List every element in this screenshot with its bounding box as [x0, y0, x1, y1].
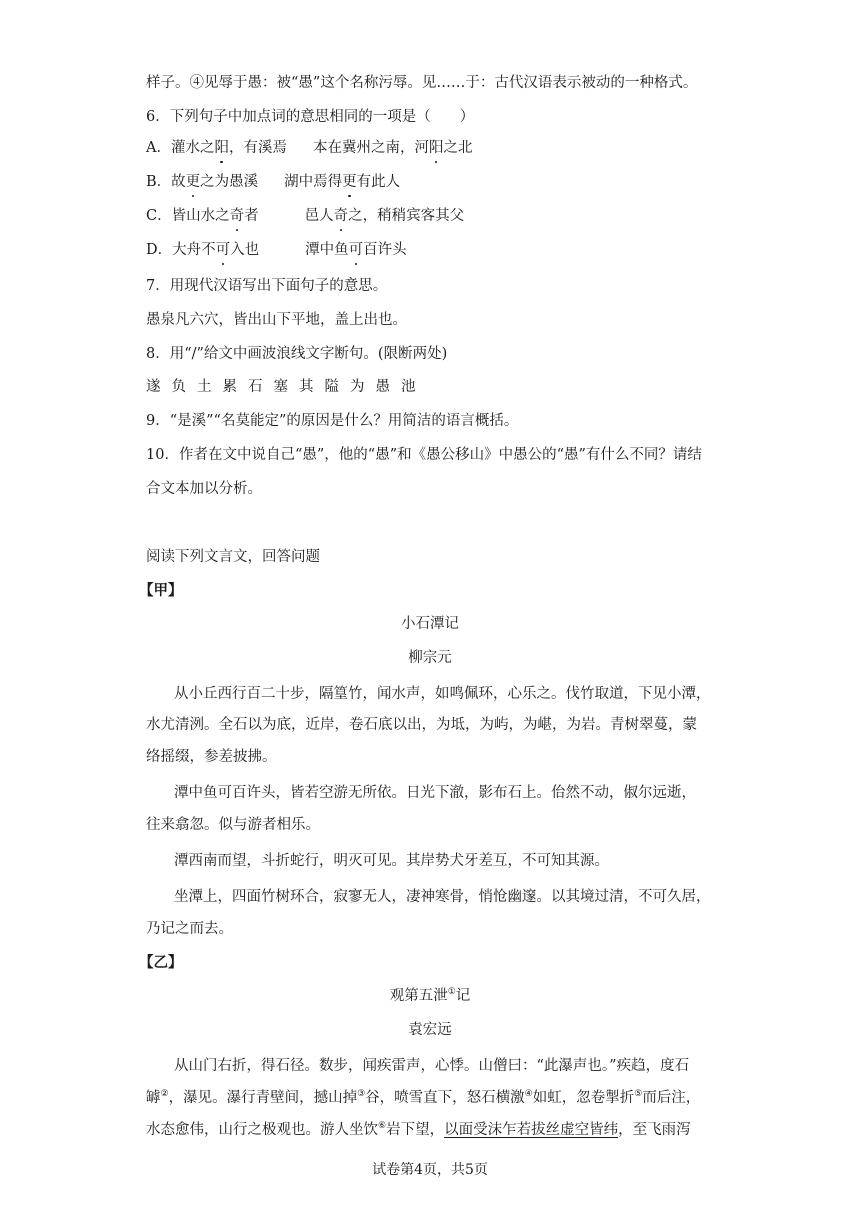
dotted-char: 更: [342, 174, 357, 190]
option-text: 故: [171, 174, 186, 190]
footnote-marker: ③: [357, 1089, 366, 1100]
section-label-yi: 【乙】: [139, 954, 183, 971]
dotted-char: 可: [215, 242, 231, 258]
option-text: 灌水之: [170, 140, 215, 156]
footnote-marker: ⑤: [634, 1089, 643, 1100]
underlined-text: 以面受沫乍若拔丝虚空皆纬: [444, 1122, 619, 1138]
option-text: ，有溪焉: [228, 140, 287, 156]
passage-jia-line: 乃记之而去。: [146, 921, 233, 937]
passage-yi-title: 观第五泄①记: [389, 987, 471, 1004]
option-text: 湖中焉得: [284, 174, 343, 190]
passage-yi-author: 袁宏远: [408, 1022, 452, 1038]
dotted-char: 奇: [229, 208, 245, 224]
dotted-char: 更: [185, 174, 201, 190]
question-8-sentence: 遂负土累石塞其隘为愚池: [146, 379, 427, 395]
option-text: 之北: [443, 140, 473, 156]
reading-instruction: 阅读下列文言文，回答问题: [146, 549, 320, 565]
dotted-char: 可: [348, 242, 364, 258]
dotted-char: 奇: [333, 208, 349, 224]
passage-jia-line: 往来翕忽。似与游者相乐。: [146, 817, 320, 833]
footnote-marker: ①: [447, 987, 456, 998]
page-footer: 试卷第4页，共5页: [372, 1162, 488, 1178]
passage-yi-line: 水态愈伟，山行之极观也。游人坐饮⑥岩下望，以面受沫乍若拔丝虚空皆纬，至飞雨泻: [146, 1121, 691, 1138]
option-text: 有此人: [356, 174, 401, 190]
option-text: 入也: [230, 242, 260, 258]
question-10-line-2: 合文本加以分析。: [146, 481, 262, 497]
section-label-jia: 【甲】: [139, 582, 183, 599]
question-6-option-d: [146, 240, 407, 260]
footnote-marker: ②: [160, 1089, 169, 1100]
option-label: D．: [146, 242, 173, 258]
option-text: 者: [244, 208, 259, 224]
option-label: C．: [146, 208, 172, 224]
passage-jia-line: 坐潭上，四面竹树环合，寂寥无人，凄神寒骨，悄怆幽邃。以其境过清，不可久居，: [174, 889, 711, 905]
question-7-sentence: 愚泉凡六穴，皆出山下平地，盖上出也。: [146, 312, 407, 328]
passage-jia-author: 柳宗元: [408, 650, 452, 666]
option-text: 本在冀州之南，河: [312, 140, 429, 156]
passage-jia-line: 从小丘西行百二十步，隔篁竹，闻水声，如鸣佩环，心乐之。伐竹取道，下见小潭，: [174, 686, 711, 702]
question-8-stem: 8．用“/”给文中画波浪线文字断句。(限断两处): [146, 346, 448, 362]
question-10-line-1: 10．作者在文中说自己“愚”，他的“愚”和《愚公移山》中愚公的“愚”有什么不同？请结: [146, 447, 702, 463]
passage-jia-title: 小石潭记: [401, 616, 459, 632]
footnote-marker: ④: [524, 1089, 533, 1100]
question-6-option-c: [146, 206, 464, 226]
passage-jia-line: 潭中鱼可百许头，皆若空游无所依。日光下澈，影布石上。佁然不动，俶尔远逝，: [174, 785, 696, 801]
option-text: 潭中鱼: [305, 242, 349, 258]
option-text: 百许头: [363, 242, 407, 258]
dotted-char: 阳: [214, 140, 229, 156]
passage-jia-line: 络摇缀，参差披拂。: [146, 749, 277, 765]
option-text: 邑人: [304, 208, 334, 224]
option-label: B．: [146, 174, 172, 190]
question-9-stem: 9．“是溪”“名莫能定”的原因是什么？用简洁的语言概括。: [146, 413, 519, 429]
dotted-char: 阳: [428, 140, 444, 156]
option-label: A．: [146, 140, 171, 156]
passage-yi-line: 罅②，瀑见。瀑行青壁间，撼山掉③谷，喷雪直下，怒石横激④如虹，忽卷掣折⑤而后注，: [146, 1089, 701, 1106]
passage-jia-line: 潭西南而望，斗折蛇行，明灭可见。其岸势犬牙差互，不可知其源。: [174, 853, 609, 869]
option-text: 之为愚溪: [200, 174, 259, 190]
option-text: 皆山水之: [171, 208, 230, 224]
question-6-option-b: [146, 172, 400, 192]
question-6-stem: 6．下列句子中加点词的意思相同的一项是（ ）: [146, 109, 475, 125]
passage-yi-line: 从山门右折，得石径。数步，闻疾雷声，心悸。山僧曰：“此瀑声也。”疾趋，度石: [174, 1058, 690, 1074]
passage-jia-line: 水尤清洌。全石以为底，近岸，卷石底以出，为坻，为屿，为嵁，为岩。青树翠蔓，蒙: [146, 717, 697, 733]
annotation-line: 样子。④见辱于愚：被“愚”这个名称污辱。见……于：古代汉语表示被动的一种格式。: [146, 75, 698, 91]
option-text: 大舟不: [172, 242, 216, 258]
question-6-option-a: [146, 138, 472, 158]
question-7-stem: 7．用现代汉语写出下面句子的意思。: [146, 278, 388, 294]
option-text: 之，稍稍宾客其父: [348, 208, 465, 224]
footnote-marker: ⑥: [378, 1121, 387, 1132]
